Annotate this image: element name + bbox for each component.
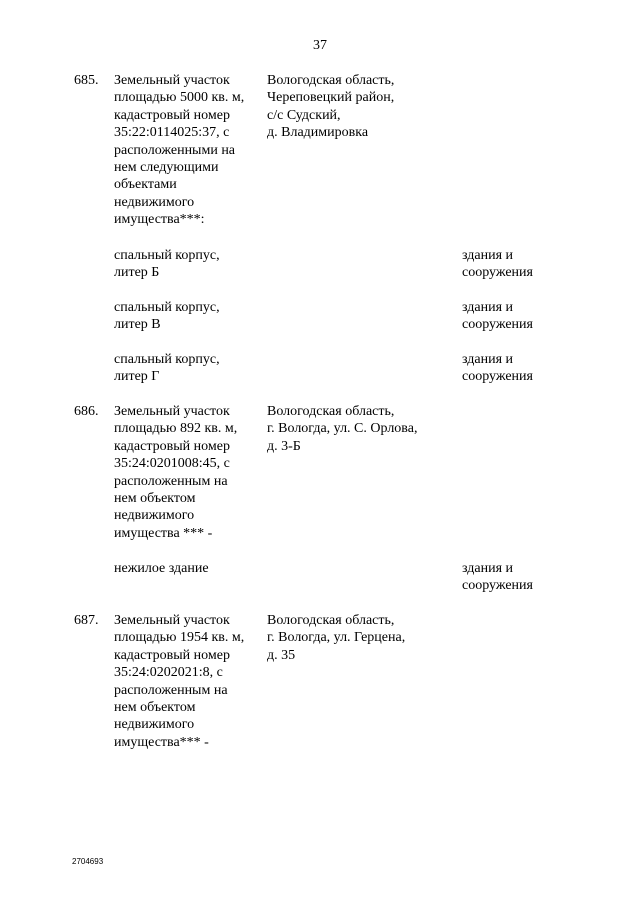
desc-line: имущества *** - xyxy=(114,525,213,541)
subitem-type-line: сооружения xyxy=(462,317,533,333)
entry-number: 685. xyxy=(74,73,99,88)
entry-address xyxy=(267,403,457,455)
address-line: Вологодская область, xyxy=(267,613,395,628)
desc-line: расположенным на xyxy=(114,682,228,698)
desc-line: расположенными на xyxy=(114,142,236,158)
desc-line: 35:24:0202021:8, с xyxy=(114,665,223,681)
desc-line: 35:22:0114025:37, с xyxy=(114,125,230,141)
desc-line: Земельный участок xyxy=(114,73,230,88)
desc-line: расположенным на xyxy=(114,473,228,489)
address-line: г. Вологда, ул. С. Орлова, xyxy=(267,421,418,437)
subitem-name-line: нежилое здание xyxy=(114,561,209,576)
entry-number: 686. xyxy=(74,404,99,419)
subitem-name-line: литер Б xyxy=(114,265,160,281)
address-line: г. Вологда, ул. Герцена, xyxy=(267,630,406,646)
subitem-name-line: спальный корпус, xyxy=(114,352,220,367)
subitem-type-line: здания и xyxy=(462,300,514,315)
address-line: Вологодская область, xyxy=(267,73,395,88)
subitem-name xyxy=(114,560,264,577)
subitem-type-line: сооружения xyxy=(462,369,533,385)
subitem-type-line: здания и xyxy=(462,561,514,576)
address-line: д. 3-Б xyxy=(267,438,301,454)
address-line: с/с Судский, xyxy=(267,107,341,123)
desc-line: кадастровый номер xyxy=(114,647,230,663)
desc-line: Земельный участок xyxy=(114,404,230,419)
desc-line: нем объектом xyxy=(114,700,196,716)
desc-line: площадью 1954 кв. м, xyxy=(114,630,245,646)
subitem-type-line: сооружения xyxy=(462,265,533,281)
address-line: д. Владимировка xyxy=(267,125,369,141)
desc-line: объектами xyxy=(114,177,177,193)
desc-line: недвижимого xyxy=(114,717,195,733)
subitem-type xyxy=(462,560,592,595)
entry-description xyxy=(114,403,264,542)
subitem-type xyxy=(462,351,592,386)
subitem-name xyxy=(114,247,264,282)
entry-description xyxy=(114,612,264,751)
desc-line: имущества***: xyxy=(114,212,205,228)
desc-line: нем объектом xyxy=(114,491,196,507)
subitem-type xyxy=(462,247,592,282)
entry-number: 687. xyxy=(74,613,99,628)
desc-line: площадью 892 кв. м, xyxy=(114,421,238,437)
desc-line: Земельный участок xyxy=(114,613,230,628)
subitem-type-line: здания и xyxy=(462,248,514,263)
desc-line: кадастровый номер xyxy=(114,438,230,454)
subitem-name-line: литер В xyxy=(114,317,161,333)
entry-description xyxy=(114,72,264,229)
subitem-type-line: здания и xyxy=(462,352,514,367)
entry-address xyxy=(267,72,457,142)
desc-line: имущества*** - xyxy=(114,734,209,750)
desc-line: нем следующими xyxy=(114,160,219,176)
subitem-type xyxy=(462,299,592,334)
subitem-type-line: сооружения xyxy=(462,578,533,594)
address-line: д. 35 xyxy=(267,647,296,663)
address-line: Череповецкий район, xyxy=(267,90,395,106)
subitem-name-line: литер Г xyxy=(114,369,160,385)
document-code: 2704693 xyxy=(72,857,104,866)
entry-address xyxy=(267,612,457,664)
subitem-name xyxy=(114,299,264,334)
subitem-name-line: спальный корпус, xyxy=(114,248,220,263)
desc-line: 35:24:0201008:45, с xyxy=(114,456,230,472)
desc-line: недвижимого xyxy=(114,508,195,524)
desc-line: площадью 5000 кв. м, xyxy=(114,90,245,106)
subitem-name-line: спальный корпус, xyxy=(114,300,220,315)
desc-line: недвижимого xyxy=(114,194,195,210)
subitem-name xyxy=(114,351,264,386)
page-number: 37 xyxy=(313,38,327,53)
desc-line: кадастровый номер xyxy=(114,107,230,123)
address-line: Вологодская область, xyxy=(267,404,395,419)
